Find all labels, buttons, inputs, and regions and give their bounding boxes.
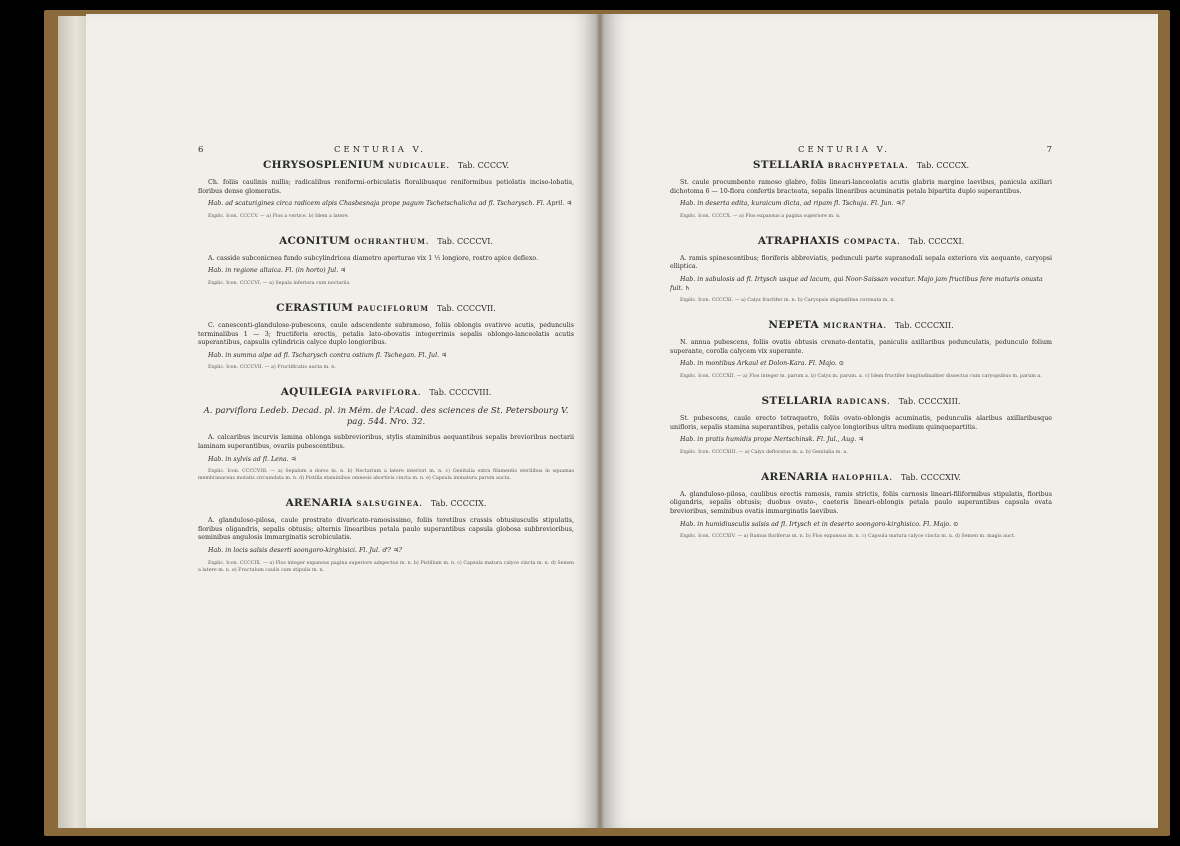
- plate-number: Tab. CCCCXII.: [894, 321, 954, 331]
- habitat: Hab. in humidiusculis salsis ad fl. Irtysch et in deserto soongoro-kirghisico. Fl. Majo. ⊙: [680, 520, 959, 528]
- plate-number: Tab. CCCCX.: [916, 161, 970, 170]
- diagnosis: C. canescenti-glandulose-pubescens, caule adscendente subramoso, foliis oblongis ovativve acutis, pedunculis terminalibus 1 — 3; fructiferis erectis, petalis lato-obovatis integerrimis sepalis oblongo-lanceolatis acutis superantibus, capsulis cylindricis calyce duplo longioribus.: [198, 321, 574, 347]
- species-name: OCHRANTHUM.: [354, 236, 430, 246]
- running-head: CENTURIA V.: [798, 145, 890, 155]
- species-name: PAUCIFLORUM: [357, 303, 429, 313]
- entry-title: [670, 234, 1052, 249]
- plate-explanation: Explic. Icon. CCCCX. — a) Flos expansus a pagina superiore m. n.: [680, 213, 841, 219]
- diagnosis: St. caule procumbente ramoso glabro, foliis lineari-lanceolatis acutis glabris margine laevibus, panicula axillari dichotoma 6 — 10-flora confertis bracteata, sepalis linearibus acuminatis petala bipartita duplo superantibus.: [670, 179, 1052, 195]
- entry-title: [670, 470, 1052, 485]
- plate-number: Tab. CCCCVI.: [437, 236, 493, 246]
- diagnosis: Ch. foliis caulinis nullis; radicalibus reniformi-orbiculatis floralibusque reniformibus petiolatis inciso-lobatis, floribus dense glomeratis.: [198, 179, 574, 195]
- page-number: 7: [1046, 145, 1052, 155]
- diagnosis: N. annua pubescens, foliis ovatis obtusis crenato-dentatis, paniculis axillaribus pedunculatis, pedunculo folium superante, corolla calycem vix superante.: [670, 339, 1052, 355]
- entry-title: [198, 385, 574, 400]
- plate-explanation: Explic. Icon. CCCCVIII. — a) Sepalum a dorso m. n. b) Nectarium a latere interiori m. n. c) Genitalia extra filamentis sterilibus in squamas membranaceas mutatis circumdata m. n. d) Pistilla staminibus omnesis abortivis cincta m. n. e) Capsula immatura parum aucta.: [198, 469, 574, 482]
- plate-explanation: Explic. Icon. CCCCXI. — a) Calyx fructifer m. n. b) Caryopsis stigmatibus coronata m. n.: [680, 298, 895, 304]
- plate-explanation: Explic. Icon. CCCCXIII. — a) Calyx defloratus m. a. b) Genitalia m. a.: [680, 449, 848, 455]
- diagnosis: A. ramis spinescentibus; floriferis abbreviatis, pedunculi parte supranodali sepala exteriora vix aequante, caryopsi elliptica.: [670, 254, 1052, 271]
- species-entry: [198, 301, 574, 371]
- book-gutter: [596, 14, 604, 828]
- plate-number: Tab. CCCCXIV.: [900, 472, 961, 482]
- habitat: Hab. in pratis humidis prope Nertschinsk. Fl. Jul., Aug. ♃: [680, 436, 864, 444]
- plate-explanation: Explic. Icon. CCCCVI. — a) Sepala inferiora cum nectariis.: [208, 280, 351, 286]
- species-name: COMPACTA.: [843, 236, 901, 246]
- genus-name: STELLARIA: [761, 394, 833, 407]
- diagnosis: A. calcaribus incurvis lamina oblonga subbrevioribus, stylis staminibus aequantibus sepalis brevioribus nectarii laminam superantibus, ovariis pubescentibus.: [198, 434, 574, 450]
- species-entry: [198, 385, 574, 482]
- page-stack-edge: [58, 16, 88, 828]
- species-name: NUDICAULE.: [388, 161, 450, 170]
- genus-name: AQUILEGIA: [280, 386, 353, 399]
- diagnosis: A. casside subconicnea fundo subcylindricea diametro aperturae vix 1 ½ longiore, rostro apice deflexo.: [208, 254, 539, 262]
- running-header: [198, 146, 574, 158]
- entry-title: [670, 158, 1052, 173]
- plate-number: Tab. CCCCXI.: [908, 236, 965, 246]
- habitat: Hab. in sabulosis ad fl. Irtysch usque ad lacum, qui Noor-Saissan vocatur. Majo jam fructibus fere maturis onusta fuit. ♄: [670, 275, 1043, 292]
- species-entry: [670, 234, 1052, 304]
- plate-explanation: Explic. Icon. CCCCVII. — a) Fructificatio aucta m. n.: [208, 365, 336, 371]
- entry-title: [198, 234, 574, 249]
- diagnosis: St. pubescens, caule erecto tetraquetro, foliis ovato-oblongis acuminatis, pedunculis alaribus axillaribusque unifloris, sepalis stamina superantibus, petalis calyce longioribus ultra medium quinquepartitis.: [670, 414, 1052, 431]
- species-name: RADICANS.: [836, 396, 891, 406]
- entry-title: [670, 394, 1052, 409]
- entry-title: [670, 318, 1052, 333]
- species-name: HALOPHILA.: [831, 472, 893, 482]
- plate-number: Tab. CCCCV.: [457, 161, 510, 170]
- right-page-content: [670, 146, 1052, 554]
- page-number: 6: [198, 145, 204, 155]
- left-page-content: [198, 146, 574, 588]
- genus-name: CHRYSOSPLENIUM: [262, 159, 385, 171]
- literature-reference: A. parviflora Ledeb. Decad. pl. in Mém. de l'Acad. des sciences de St. Petersbourg V. pag. 544. Nro. 32.: [203, 406, 569, 428]
- plate-explanation: Explic. Icon. CCCCXIV. — a) Ramus floriferus m. n. b) Flos expansus m. n. c) Capsula matura calyce cincta m. n. d) Semen m. magis auct.: [680, 534, 1016, 540]
- species-name: BRACHYPETALA.: [827, 161, 909, 170]
- plate-number: Tab. CCCCIX.: [430, 499, 487, 509]
- habitat: Hab. in locis salsis deserti soongoro-kirghisici. Fl. Jul. ♂? ♃?: [208, 546, 403, 554]
- genus-name: ATRAPHAXIS: [757, 234, 840, 247]
- plate-number: Tab. CCCCVII.: [437, 303, 496, 313]
- entry-title: [198, 496, 574, 511]
- species-name: SALSUGINEA.: [356, 499, 423, 509]
- species-entry: [198, 496, 574, 573]
- genus-name: NEPETA: [768, 319, 819, 332]
- running-head: CENTURIA V.: [334, 145, 426, 155]
- entry-title: [198, 301, 574, 316]
- genus-name: CERASTIUM: [276, 301, 354, 314]
- species-entry: [670, 158, 1052, 220]
- habitat: Hab. in sylvis ad fl. Lena. ♃: [208, 455, 297, 463]
- habitat: Hab. in summa alpe ad fl. Tscharysch contra ostium fl. Tschegan. Fl. Jul. ♃: [208, 351, 447, 359]
- species-entry: [198, 234, 574, 287]
- species-entry: [198, 158, 574, 220]
- running-header: [670, 146, 1052, 158]
- plate-explanation: Explic. Icon. CCCCIX. — a) Flos integer expansus pagina superiore adspectus m. n. b) Pistillum m. n. c) Capsula matura calyce cincta m. n. d) Semen a latere m. n. e) Fructulum caulis cum stipulis m. n.: [198, 560, 574, 573]
- habitat: Hab. in montibus Arkaul et Dolon-Kara. Fl. Majo. ⊙: [680, 360, 845, 368]
- entry-title: [198, 158, 574, 173]
- species-entry: [670, 470, 1052, 540]
- habitat: Hab. in deserta edita, kuraicum dicta, ad ripam fl. Tschuja. Fl. Jun. ♃?: [680, 200, 905, 208]
- habitat: Hab. in regione altaica. Fl. (in horto) Jul. ♃: [208, 267, 346, 275]
- right-page: [604, 14, 1158, 828]
- plate-number: Tab. CCCCVIII.: [429, 388, 492, 398]
- plate-explanation: Explic. Icon. CCCCV. — a) Flos a vertice. b) Idem a latere.: [208, 213, 350, 219]
- genus-name: ACONITUM: [279, 234, 351, 247]
- diagnosis: A. glanduloso-pilosa, caule prostrato divaricato-ramosissimo, foliis teretibus crassis obtusiusculis stipulatis, floribus oligandris, sepalis obtusis; alternis linearibus petala paulo superantibus capsula globosa subbrevioribus, seminibus angulosis immarginatis scrobiculatis.: [198, 517, 574, 542]
- species-name: MICRANTHA.: [823, 321, 887, 331]
- species-entry: [670, 394, 1052, 456]
- left-page: [86, 14, 596, 828]
- genus-name: ARENARIA: [761, 470, 828, 483]
- genus-name: ARENARIA: [285, 497, 353, 510]
- species-name: PARVIFLORA.: [356, 388, 422, 398]
- habitat: Hab. ad scaturigines circa radicem alpis Chasbesnaja prope pagum Tschetschalicha ad fl. Tscharysch. Fl. April. ♃: [208, 200, 573, 208]
- plate-explanation: Explic. Icon. CCCCXII. — a) Flos integer m. parum a. b) Calyx m. parum. a. c) Idem fructifer longitudinaliter dissectus cum caryopsibus m. parum a.: [680, 373, 1042, 379]
- species-entry: [670, 318, 1052, 380]
- plate-number: Tab. CCCCXIII.: [898, 396, 961, 406]
- diagnosis: A. glanduloso-pilosa, caulibus erectis ramosis, ramis strictis, foliis carnosis lineari-filiformibus stipulatis, floribus oligandris, sepalis obtusis; duobus ovato-, caeteris lineari-oblongis petala paulo superantibus capsula ovata brevioribus, seminibus ovatis immarginatis laevibus.: [670, 490, 1052, 515]
- genus-name: STELLARIA: [752, 159, 824, 171]
